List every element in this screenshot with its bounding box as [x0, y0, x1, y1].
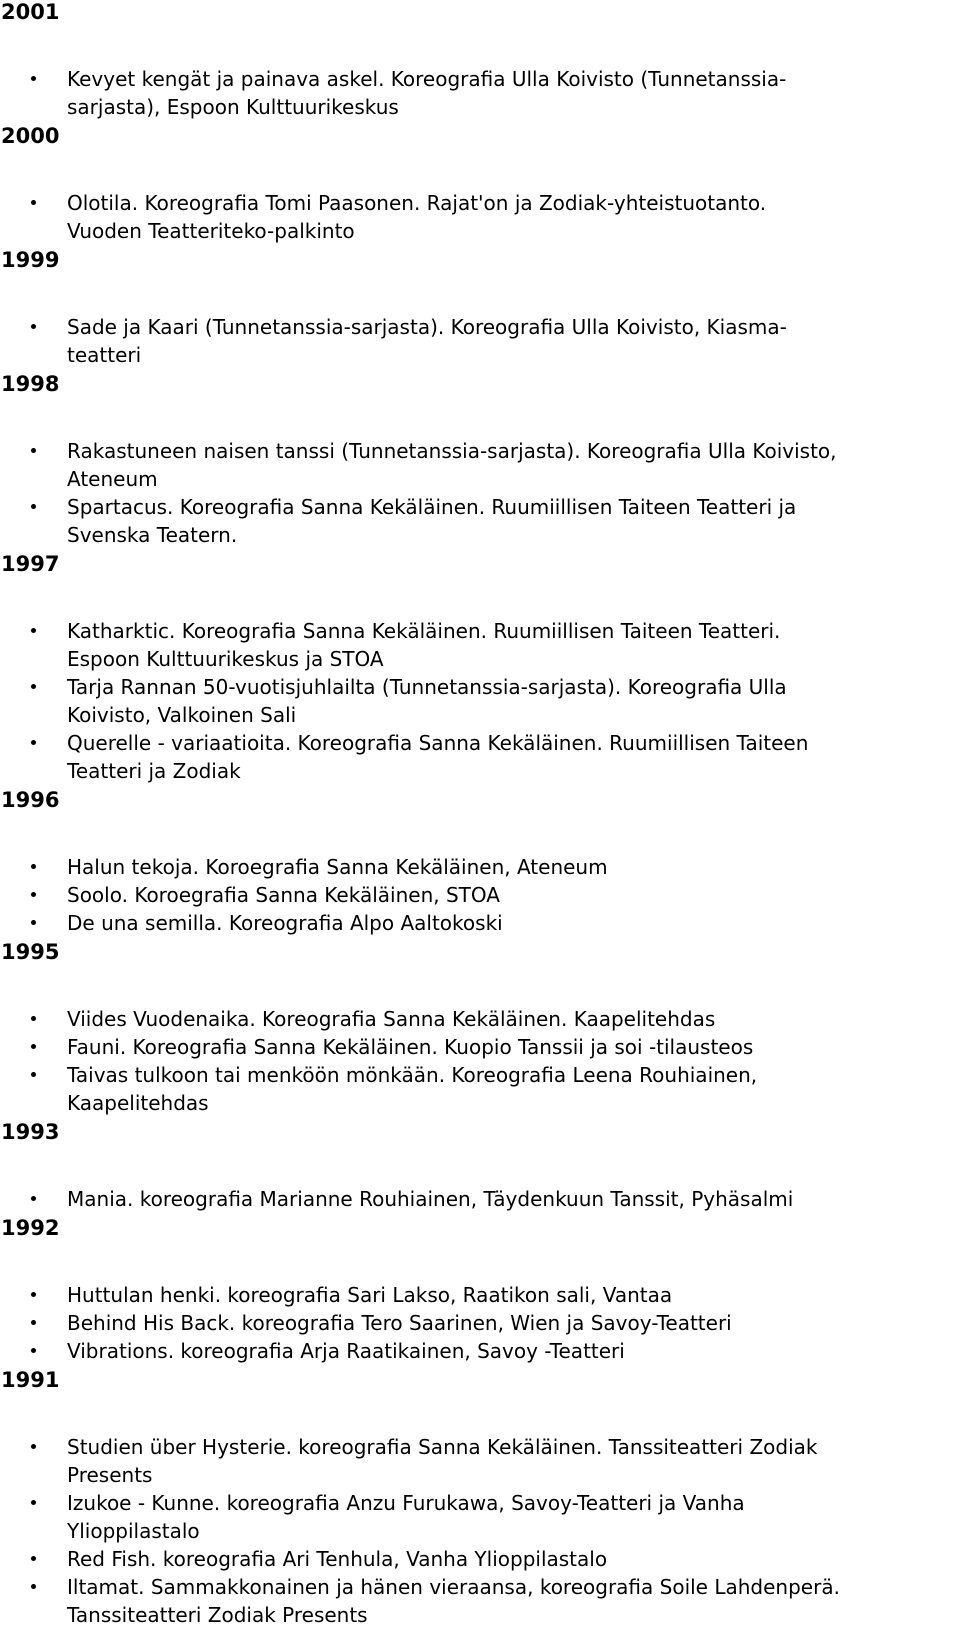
list-item-line: Ateneum — [67, 467, 158, 491]
list-item-line: teatteri — [67, 343, 142, 367]
list-item-line: Sade ja Kaari (Tunnetanssia-sarjasta). Koreografia Ulla Koivisto, Kiasma- — [67, 315, 787, 339]
list-item — [67, 493, 947, 549]
list-item — [67, 1489, 947, 1545]
year-heading: 2000 — [1, 124, 60, 148]
bullet-icon — [31, 1044, 36, 1049]
bullet-icon — [31, 628, 36, 633]
list-item-line: Fauni. Koreografia Sanna Kekäläinen. Kuopio Tanssii ja soi -tilausteos — [67, 1035, 754, 1059]
list-item — [67, 189, 947, 245]
list-item-line: Presents — [67, 1463, 153, 1487]
year-heading: 1999 — [1, 248, 60, 272]
list-item-line: Tarja Rannan 50-vuotisjuhlailta (Tunnetanssia-sarjasta). Koreografia Ulla — [67, 675, 787, 699]
list-item-line: Izukoe - Kunne. koreografia Anzu Furukawa, Savoy-Teatteri ja Vanha — [67, 1491, 745, 1515]
bullet-icon — [31, 740, 36, 745]
bullet-icon — [31, 684, 36, 689]
year-heading: 1996 — [1, 788, 60, 812]
list-item-line: Svenska Teatern. — [67, 523, 238, 547]
bullet-icon — [31, 504, 36, 509]
bullet-icon — [31, 1500, 36, 1505]
bullet-icon — [31, 864, 36, 869]
year-heading: 1997 — [1, 552, 60, 576]
bullet-icon — [31, 1348, 36, 1353]
year-heading: 1998 — [1, 372, 60, 396]
list-item — [67, 1309, 947, 1337]
list-item-line: Koivisto, Valkoinen Sali — [67, 703, 297, 727]
list-item-line: Spartacus. Koreografia Sanna Kekäläinen. Ruumiillisen Taiteen Teatteri ja — [67, 495, 797, 519]
list-item-line: Taivas tulkoon tai menköön mönkään. Koreografia Leena Rouhiainen, — [67, 1063, 758, 1087]
bullet-icon — [31, 1556, 36, 1561]
list-item — [67, 673, 947, 729]
bullet-icon — [31, 1072, 36, 1077]
list-item-line: Kevyet kengät ja painava askel. Koreografia Ulla Koivisto (Tunnetanssia- — [67, 67, 787, 91]
year-heading: 1991 — [1, 1368, 60, 1392]
list-item — [67, 1337, 947, 1365]
list-item — [67, 1033, 947, 1061]
bullet-icon — [31, 1584, 36, 1589]
list-item — [67, 1005, 947, 1033]
list-item — [67, 881, 947, 909]
list-item — [67, 1185, 947, 1213]
list-item-line: Red Fish. koreografia Ari Tenhula, Vanha Ylioppilastalo — [67, 1547, 608, 1571]
year-heading: 2001 — [1, 0, 60, 24]
list-item-line: Espoon Kulttuurikeskus ja STOA — [67, 647, 384, 671]
list-item — [67, 729, 947, 785]
bullet-icon — [31, 76, 36, 81]
bullet-icon — [31, 1444, 36, 1449]
year-heading: 1993 — [1, 1120, 60, 1144]
bullet-icon — [31, 1292, 36, 1297]
list-item — [67, 1061, 947, 1117]
list-item — [67, 313, 947, 369]
list-item-line: Rakastuneen naisen tanssi (Tunnetanssia-sarjasta). Koreografia Ulla Koivisto, — [67, 439, 837, 463]
list-item-line: De una semilla. Koreografia Alpo Aaltokoski — [67, 911, 503, 935]
list-item — [67, 909, 947, 937]
list-item-line: Studien über Hysterie. koreografia Sanna Kekäläinen. Tanssiteatteri Zodiak — [67, 1435, 818, 1459]
list-item — [67, 437, 947, 493]
bullet-icon — [31, 1320, 36, 1325]
list-item-line: Soolo. Koroegrafia Sanna Kekäläinen, STOA — [67, 883, 500, 907]
list-item-line: Katharktic. Koreografia Sanna Kekäläinen. Ruumiillisen Taiteen Teatteri. — [67, 619, 781, 643]
list-item — [67, 1433, 947, 1489]
year-heading: 1992 — [1, 1216, 60, 1240]
list-item-line: Olotila. Koreografia Tomi Paasonen. Rajat'on ja Zodiak-yhteistuotanto. — [67, 191, 767, 215]
list-item-line: Tanssiteatteri Zodiak Presents — [67, 1603, 368, 1627]
year-heading: 1995 — [1, 940, 60, 964]
bullet-icon — [31, 892, 36, 897]
list-item-line: Iltamat. Sammakkonainen ja hänen vieraansa, koreografia Soile Lahdenperä. — [67, 1575, 840, 1599]
list-item — [67, 1573, 947, 1629]
list-item-line: Vibrations. koreografia Arja Raatikainen, Savoy -Teatteri — [67, 1339, 625, 1363]
list-item-line: Kaapelitehdas — [67, 1091, 209, 1115]
list-item-line: Teatteri ja Zodiak — [67, 759, 241, 783]
bullet-icon — [31, 1196, 36, 1201]
bullet-icon — [31, 448, 36, 453]
list-item-line: Mania. koreografia Marianne Rouhiainen, Täydenkuun Tanssit, Pyhäsalmi — [67, 1187, 794, 1211]
list-item-line: Ylioppilastalo — [67, 1519, 200, 1543]
list-item — [67, 1545, 947, 1573]
list-item — [67, 853, 947, 881]
bullet-icon — [31, 1016, 36, 1021]
bullet-icon — [31, 324, 36, 329]
bullet-icon — [31, 920, 36, 925]
list-item-line: Viides Vuodenaika. Koreografia Sanna Kekäläinen. Kaapelitehdas — [67, 1007, 716, 1031]
list-item-line: Querelle - variaatioita. Koreografia Sanna Kekäläinen. Ruumiillisen Taiteen — [67, 731, 809, 755]
list-item-line: Huttulan henki. koreografia Sari Lakso, Raatikon sali, Vantaa — [67, 1283, 673, 1307]
list-item-line: Vuoden Teatteriteko-palkinto — [67, 219, 355, 243]
list-item-line: Behind His Back. koreografia Tero Saarinen, Wien ja Savoy-Teatteri — [67, 1311, 732, 1335]
bullet-icon — [31, 200, 36, 205]
list-item-line: Halun tekoja. Koroegrafia Sanna Kekäläinen, Ateneum — [67, 855, 608, 879]
list-item — [67, 1281, 947, 1309]
list-item-line: sarjasta), Espoon Kulttuurikeskus — [67, 95, 399, 119]
list-item — [67, 65, 947, 121]
list-item — [67, 617, 947, 673]
